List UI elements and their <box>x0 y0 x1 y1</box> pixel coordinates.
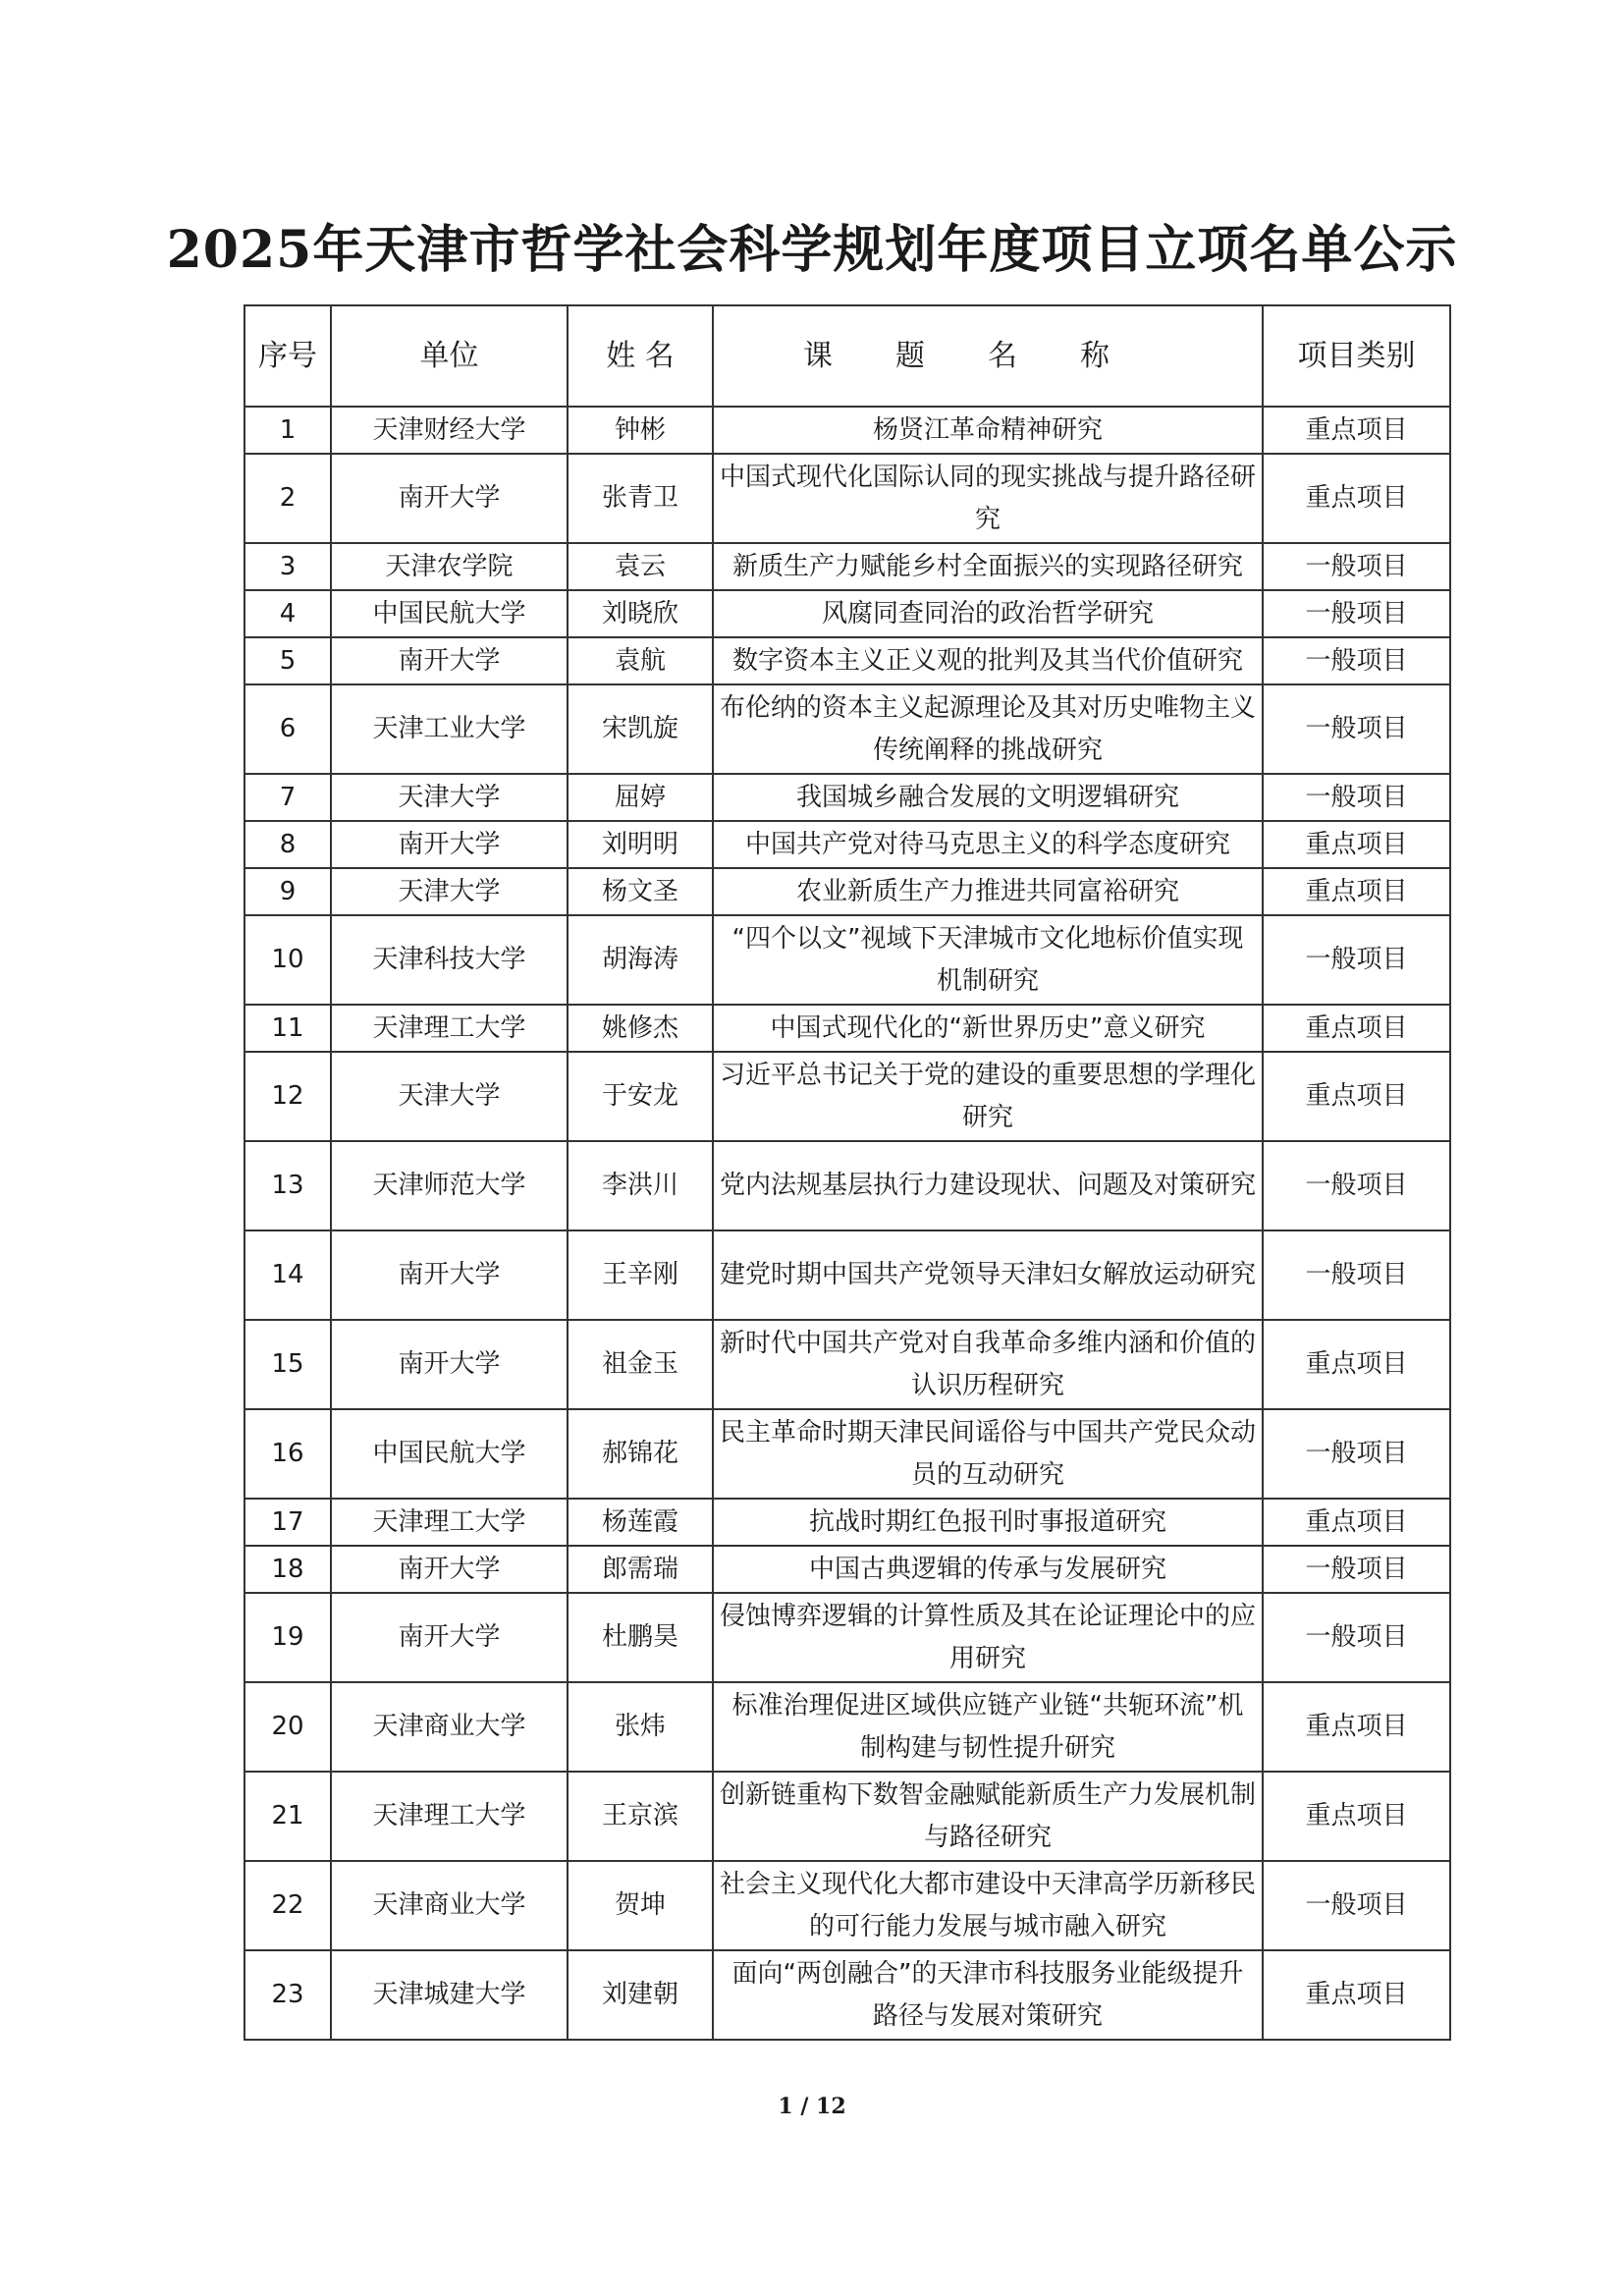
cell-unit: 天津城建大学 <box>331 1950 568 2040</box>
cell-topic: 标准治理促进区域供应链产业链“共轭环流”机制构建与韧性提升研究 <box>713 1682 1263 1772</box>
cell-topic: 抗战时期红色报刊时事报道研究 <box>713 1499 1263 1546</box>
cell-unit: 天津理工大学 <box>331 1499 568 1546</box>
cell-index: 16 <box>244 1409 331 1499</box>
cell-topic: 侵蚀博弈逻辑的计算性质及其在论证理论中的应用研究 <box>713 1593 1263 1682</box>
cell-name: 郝锦花 <box>568 1409 713 1499</box>
cell-category: 一般项目 <box>1263 1409 1450 1499</box>
table-row <box>244 590 1450 637</box>
cell-name: 袁云 <box>568 543 713 590</box>
cell-unit: 天津师范大学 <box>331 1141 568 1230</box>
cell-topic: 创新链重构下数智金融赋能新质生产力发展机制与路径研究 <box>713 1772 1263 1861</box>
cell-unit: 南开大学 <box>331 637 568 684</box>
cell-unit: 南开大学 <box>331 1593 568 1682</box>
cell-unit: 天津理工大学 <box>331 1005 568 1052</box>
table-row <box>244 1052 1450 1141</box>
cell-index: 18 <box>244 1546 331 1593</box>
cell-topic: 农业新质生产力推进共同富裕研究 <box>713 868 1263 915</box>
cell-name: 杨莲霞 <box>568 1499 713 1546</box>
cell-name: 王京滨 <box>568 1772 713 1861</box>
cell-name: 贺坤 <box>568 1861 713 1950</box>
cell-name: 刘建朝 <box>568 1950 713 2040</box>
header-topic: 课题名称 <box>713 305 1263 407</box>
cell-index: 3 <box>244 543 331 590</box>
table-row <box>244 915 1450 1005</box>
cell-index: 19 <box>244 1593 331 1682</box>
cell-unit: 天津理工大学 <box>331 1772 568 1861</box>
cell-index: 13 <box>244 1141 331 1230</box>
cell-category: 一般项目 <box>1263 1230 1450 1320</box>
cell-category: 一般项目 <box>1263 1546 1450 1593</box>
cell-index: 11 <box>244 1005 331 1052</box>
cell-index: 12 <box>244 1052 331 1141</box>
cell-category: 重点项目 <box>1263 454 1450 543</box>
cell-topic: 中国式现代化国际认同的现实挑战与提升路径研究 <box>713 454 1263 543</box>
cell-name: 屈婷 <box>568 774 713 821</box>
cell-category: 重点项目 <box>1263 1320 1450 1409</box>
table-row <box>244 1230 1450 1320</box>
cell-index: 5 <box>244 637 331 684</box>
cell-category: 一般项目 <box>1263 1593 1450 1682</box>
cell-index: 9 <box>244 868 331 915</box>
cell-index: 14 <box>244 1230 331 1320</box>
cell-index: 20 <box>244 1682 331 1772</box>
table-row <box>244 1409 1450 1499</box>
cell-category: 重点项目 <box>1263 821 1450 868</box>
table-row <box>244 1772 1450 1861</box>
cell-index: 7 <box>244 774 331 821</box>
cell-category: 重点项目 <box>1263 1682 1450 1772</box>
cell-index: 23 <box>244 1950 331 2040</box>
cell-name: 宋凯旋 <box>568 684 713 774</box>
cell-index: 1 <box>244 407 331 454</box>
cell-unit: 天津农学院 <box>331 543 568 590</box>
cell-unit: 天津科技大学 <box>331 915 568 1005</box>
table-row <box>244 821 1450 868</box>
table-row <box>244 407 1450 454</box>
cell-unit: 南开大学 <box>331 1230 568 1320</box>
cell-name: 郎需瑞 <box>568 1546 713 1593</box>
cell-category: 一般项目 <box>1263 637 1450 684</box>
cell-name: 胡海涛 <box>568 915 713 1005</box>
cell-topic: 杨贤江革命精神研究 <box>713 407 1263 454</box>
cell-topic: 社会主义现代化大都市建设中天津高学历新移民的可行能力发展与城市融入研究 <box>713 1861 1263 1950</box>
table-row <box>244 637 1450 684</box>
cell-unit: 南开大学 <box>331 1320 568 1409</box>
cell-name: 祖金玉 <box>568 1320 713 1409</box>
cell-name: 袁航 <box>568 637 713 684</box>
cell-topic: 数字资本主义正义观的批判及其当代价值研究 <box>713 637 1263 684</box>
cell-topic: “四个以文”视域下天津城市文化地标价值实现机制研究 <box>713 915 1263 1005</box>
cell-topic: 风腐同查同治的政治哲学研究 <box>713 590 1263 637</box>
document-title: 2025年天津市哲学社会科学规划年度项目立项名单公示 <box>166 220 1458 280</box>
cell-unit: 天津大学 <box>331 868 568 915</box>
table-row <box>244 1950 1450 2040</box>
cell-category: 一般项目 <box>1263 774 1450 821</box>
cell-topic: 新质生产力赋能乡村全面振兴的实现路径研究 <box>713 543 1263 590</box>
cell-name: 姚修杰 <box>568 1005 713 1052</box>
cell-index: 15 <box>244 1320 331 1409</box>
cell-category: 一般项目 <box>1263 1141 1450 1230</box>
cell-name: 张炜 <box>568 1682 713 1772</box>
page-number: 1 / 12 <box>778 2094 846 2119</box>
table-row <box>244 1682 1450 1772</box>
cell-index: 2 <box>244 454 331 543</box>
cell-category: 重点项目 <box>1263 1052 1450 1141</box>
cell-topic: 面向“两创融合”的天津市科技服务业能级提升路径与发展对策研究 <box>713 1950 1263 2040</box>
project-list-table <box>244 304 1451 2041</box>
cell-unit: 中国民航大学 <box>331 1409 568 1499</box>
cell-name: 张青卫 <box>568 454 713 543</box>
cell-index: 21 <box>244 1772 331 1861</box>
cell-unit: 天津商业大学 <box>331 1861 568 1950</box>
table-header-row <box>244 305 1450 407</box>
cell-category: 重点项目 <box>1263 1772 1450 1861</box>
cell-topic: 布伦纳的资本主义起源理论及其对历史唯物主义传统阐释的挑战研究 <box>713 684 1263 774</box>
table-row <box>244 1546 1450 1593</box>
cell-name: 刘晓欣 <box>568 590 713 637</box>
header-name: 姓 名 <box>568 305 713 407</box>
cell-index: 22 <box>244 1861 331 1950</box>
cell-name: 杜鹏昊 <box>568 1593 713 1682</box>
cell-unit: 天津大学 <box>331 774 568 821</box>
table-row <box>244 454 1450 543</box>
table-row <box>244 868 1450 915</box>
table-row <box>244 684 1450 774</box>
cell-unit: 天津工业大学 <box>331 684 568 774</box>
cell-category: 一般项目 <box>1263 684 1450 774</box>
cell-index: 4 <box>244 590 331 637</box>
cell-category: 一般项目 <box>1263 543 1450 590</box>
cell-category: 一般项目 <box>1263 590 1450 637</box>
cell-topic: 中国式现代化的“新世界历史”意义研究 <box>713 1005 1263 1052</box>
cell-name: 钟彬 <box>568 407 713 454</box>
table-row <box>244 1320 1450 1409</box>
cell-category: 重点项目 <box>1263 868 1450 915</box>
table-row <box>244 774 1450 821</box>
cell-unit: 中国民航大学 <box>331 590 568 637</box>
cell-topic: 建党时期中国共产党领导天津妇女解放运动研究 <box>713 1230 1263 1320</box>
header-index: 序号 <box>244 305 331 407</box>
cell-topic: 我国城乡融合发展的文明逻辑研究 <box>713 774 1263 821</box>
table-row <box>244 1861 1450 1950</box>
cell-index: 8 <box>244 821 331 868</box>
cell-unit: 南开大学 <box>331 821 568 868</box>
cell-unit: 天津商业大学 <box>331 1682 568 1772</box>
cell-category: 一般项目 <box>1263 1861 1450 1950</box>
header-category: 项目类别 <box>1263 305 1450 407</box>
cell-topic: 党内法规基层执行力建设现状、问题及对策研究 <box>713 1141 1263 1230</box>
header-unit: 单位 <box>331 305 568 407</box>
cell-name: 杨文圣 <box>568 868 713 915</box>
cell-unit: 南开大学 <box>331 1546 568 1593</box>
table-row <box>244 1005 1450 1052</box>
cell-name: 李洪川 <box>568 1141 713 1230</box>
cell-name: 刘明明 <box>568 821 713 868</box>
cell-name: 王辛刚 <box>568 1230 713 1320</box>
cell-topic: 中国共产党对待马克思主义的科学态度研究 <box>713 821 1263 868</box>
cell-unit: 南开大学 <box>331 454 568 543</box>
table-row <box>244 1593 1450 1682</box>
cell-topic: 习近平总书记关于党的建设的重要思想的学理化研究 <box>713 1052 1263 1141</box>
table-row <box>244 1141 1450 1230</box>
cell-index: 10 <box>244 915 331 1005</box>
cell-topic: 新时代中国共产党对自我革命多维内涵和价值的认识历程研究 <box>713 1320 1263 1409</box>
cell-name: 于安龙 <box>568 1052 713 1141</box>
cell-topic: 中国古典逻辑的传承与发展研究 <box>713 1546 1263 1593</box>
cell-topic: 民主革命时期天津民间谣俗与中国共产党民众动员的互动研究 <box>713 1409 1263 1499</box>
cell-unit: 天津财经大学 <box>331 407 568 454</box>
table-row <box>244 1499 1450 1546</box>
cell-category: 重点项目 <box>1263 1950 1450 2040</box>
cell-category: 重点项目 <box>1263 1005 1450 1052</box>
cell-category: 重点项目 <box>1263 407 1450 454</box>
table-row <box>244 543 1450 590</box>
cell-unit: 天津大学 <box>331 1052 568 1141</box>
cell-category: 一般项目 <box>1263 915 1450 1005</box>
cell-index: 6 <box>244 684 331 774</box>
cell-index: 17 <box>244 1499 331 1546</box>
cell-category: 重点项目 <box>1263 1499 1450 1546</box>
